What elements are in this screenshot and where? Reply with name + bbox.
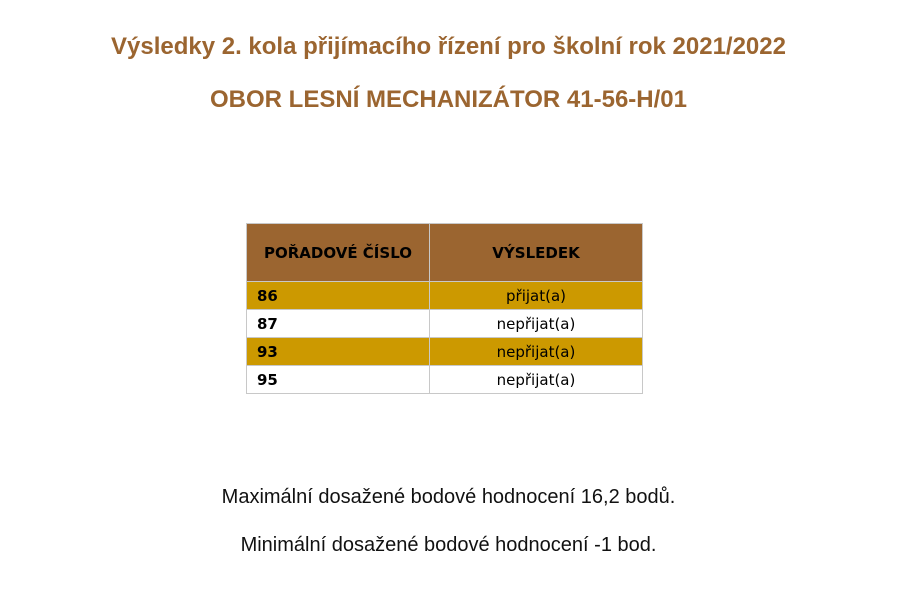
table-row: [247, 338, 643, 366]
table-header-row: [247, 224, 643, 282]
row-result: nepřijat(a): [430, 338, 643, 366]
column-header-result: VÝSLEDEK: [430, 224, 643, 282]
row-number: 86: [247, 282, 430, 310]
results-table: [246, 223, 643, 394]
row-result: nepřijat(a): [430, 366, 643, 394]
page-title: Výsledky 2. kola přijímacího řízení pro školní rok 2021/2022: [111, 33, 786, 60]
table-row: [247, 366, 643, 394]
page-subtitle: OBOR LESNÍ MECHANIZÁTOR 41-56-H/01: [210, 86, 687, 113]
min-score-note: Minimální dosažené bodové hodnocení -1 bod.: [240, 534, 657, 556]
column-header-number: POŘADOVÉ ČÍSLO: [247, 224, 430, 282]
table-row: [247, 282, 643, 310]
row-number: 95: [247, 366, 430, 394]
row-result: přijat(a): [430, 282, 643, 310]
row-result: nepřijat(a): [430, 310, 643, 338]
max-score-note: Maximální dosažené bodové hodnocení 16,2 bodů.: [221, 486, 676, 508]
row-number: 87: [247, 310, 430, 338]
table-row: [247, 310, 643, 338]
row-number: 93: [247, 338, 430, 366]
